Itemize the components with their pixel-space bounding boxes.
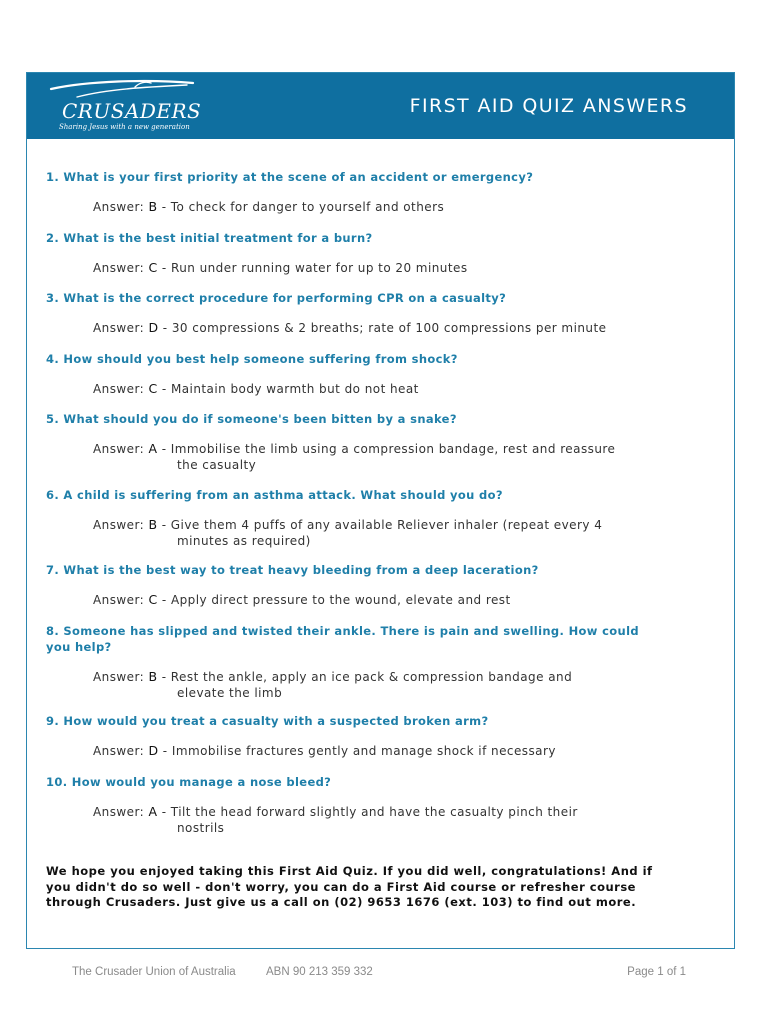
answer-text-continued: the casualty <box>177 458 257 472</box>
footer-page-number: Page 1 of 1 <box>627 966 686 978</box>
answer-prefix: Answer: <box>93 670 149 684</box>
answer <box>46 743 666 759</box>
logo-tagline: Sharing Jesus with a new generation <box>59 123 190 131</box>
answer-letter: C <box>148 381 158 396</box>
answer-text: - Run under running water for up to 20 minutes <box>161 261 468 275</box>
qa-item-10 <box>46 774 666 836</box>
qa-item-2 <box>46 230 666 276</box>
footer-abn: ABN 90 213 359 332 <box>266 966 373 978</box>
answer-text: - Immobilise the limb using a compression bandage, rest and reassure <box>161 442 616 456</box>
qa-item-9 <box>46 713 666 759</box>
question: 1. What is your first priority at the scene of an accident or emergency? <box>46 170 534 184</box>
crusaders-logo <box>47 77 202 135</box>
answer-prefix: Answer: <box>93 805 149 819</box>
answer-prefix: Answer: <box>93 261 149 275</box>
question: 2. What is the best initial treatment for a burn? <box>46 231 373 245</box>
answer-letter: D <box>148 320 159 335</box>
question: 5. What should you do if someone's been bitten by a snake? <box>46 412 457 426</box>
answer-prefix: Answer: <box>93 593 149 607</box>
document-title: FIRST AID QUIZ ANSWERS <box>409 95 688 117</box>
footer-organisation: The Crusader Union of Australia <box>72 966 236 978</box>
answer-text: - Tilt the head forward slightly and have the casualty pinch their <box>161 805 578 819</box>
question: 10. How would you manage a nose bleed? <box>46 775 332 789</box>
answer <box>46 517 666 549</box>
answer-letter: C <box>148 592 158 607</box>
question: 8. Someone has slipped and twisted their ankle. There is pain and swelling. How could you help? <box>46 624 639 654</box>
answer-text: - 30 compressions & 2 breaths; rate of 100 compressions per minute <box>162 321 607 335</box>
answer-letter: A <box>148 441 158 456</box>
answer-prefix: Answer: <box>93 382 149 396</box>
answer-prefix: Answer: <box>93 518 149 532</box>
answer-text: - Immobilise fractures gently and manage shock if necessary <box>162 744 556 758</box>
answer-text: - To check for danger to yourself and others <box>161 200 445 214</box>
closing-message: We hope you enjoyed taking this First Aid Quiz. If you did well, congratulations! And if you didn't do so well - don't worry, you can do a First Aid course or refresher course through Crusaders. Just give us a call on (02) 9653 1676 (ext. 103) to find out more. <box>46 864 653 909</box>
qa-item-8 <box>46 623 666 701</box>
question: 6. A child is suffering from an asthma attack. What should you do? <box>46 488 503 502</box>
answer <box>46 592 666 608</box>
qa-item-5 <box>46 411 666 473</box>
answer-letter: B <box>148 199 158 214</box>
answer-text: - Rest the ankle, apply an ice pack & compression bandage and <box>161 670 573 684</box>
answer-prefix: Answer: <box>93 200 149 214</box>
answer-letter: A <box>148 804 158 819</box>
answer <box>46 381 666 397</box>
answer-text: - Apply direct pressure to the wound, elevate and rest <box>161 593 511 607</box>
answer <box>46 199 666 215</box>
question: 7. What is the best way to treat heavy bleeding from a deep laceration? <box>46 563 539 577</box>
qa-item-4 <box>46 351 666 397</box>
qa-item-7 <box>46 562 666 608</box>
header-band <box>27 73 734 139</box>
answer <box>46 804 666 836</box>
answer-text-continued: elevate the limb <box>177 686 283 700</box>
answer-text-continued: nostrils <box>177 821 225 835</box>
question: 4. How should you best help someone suffering from shock? <box>46 352 458 366</box>
question: 9. How would you treat a casualty with a suspected broken arm? <box>46 714 489 728</box>
answer <box>46 669 666 701</box>
answer-prefix: Answer: <box>93 744 149 758</box>
answer <box>46 441 666 473</box>
answer-text-continued: minutes as required) <box>177 534 311 548</box>
answer-text: - Maintain body warmth but do not heat <box>161 382 419 396</box>
answer-letter: B <box>148 669 158 684</box>
question: 3. What is the correct procedure for performing CPR on a casualty? <box>46 291 507 305</box>
answer-letter: D <box>148 743 159 758</box>
answer <box>46 260 666 276</box>
qa-item-3 <box>46 290 666 336</box>
qa-item-1 <box>46 169 666 215</box>
answer-prefix: Answer: <box>93 321 149 335</box>
answer <box>46 320 666 336</box>
qa-item-6 <box>46 487 666 549</box>
answer-letter: B <box>148 517 158 532</box>
answer-prefix: Answer: <box>93 442 149 456</box>
logo-wordmark: CRUSADERS <box>62 99 202 123</box>
answer-text: - Give them 4 puffs of any available Reliever inhaler (repeat every 4 <box>161 518 603 532</box>
answer-letter: C <box>148 260 158 275</box>
